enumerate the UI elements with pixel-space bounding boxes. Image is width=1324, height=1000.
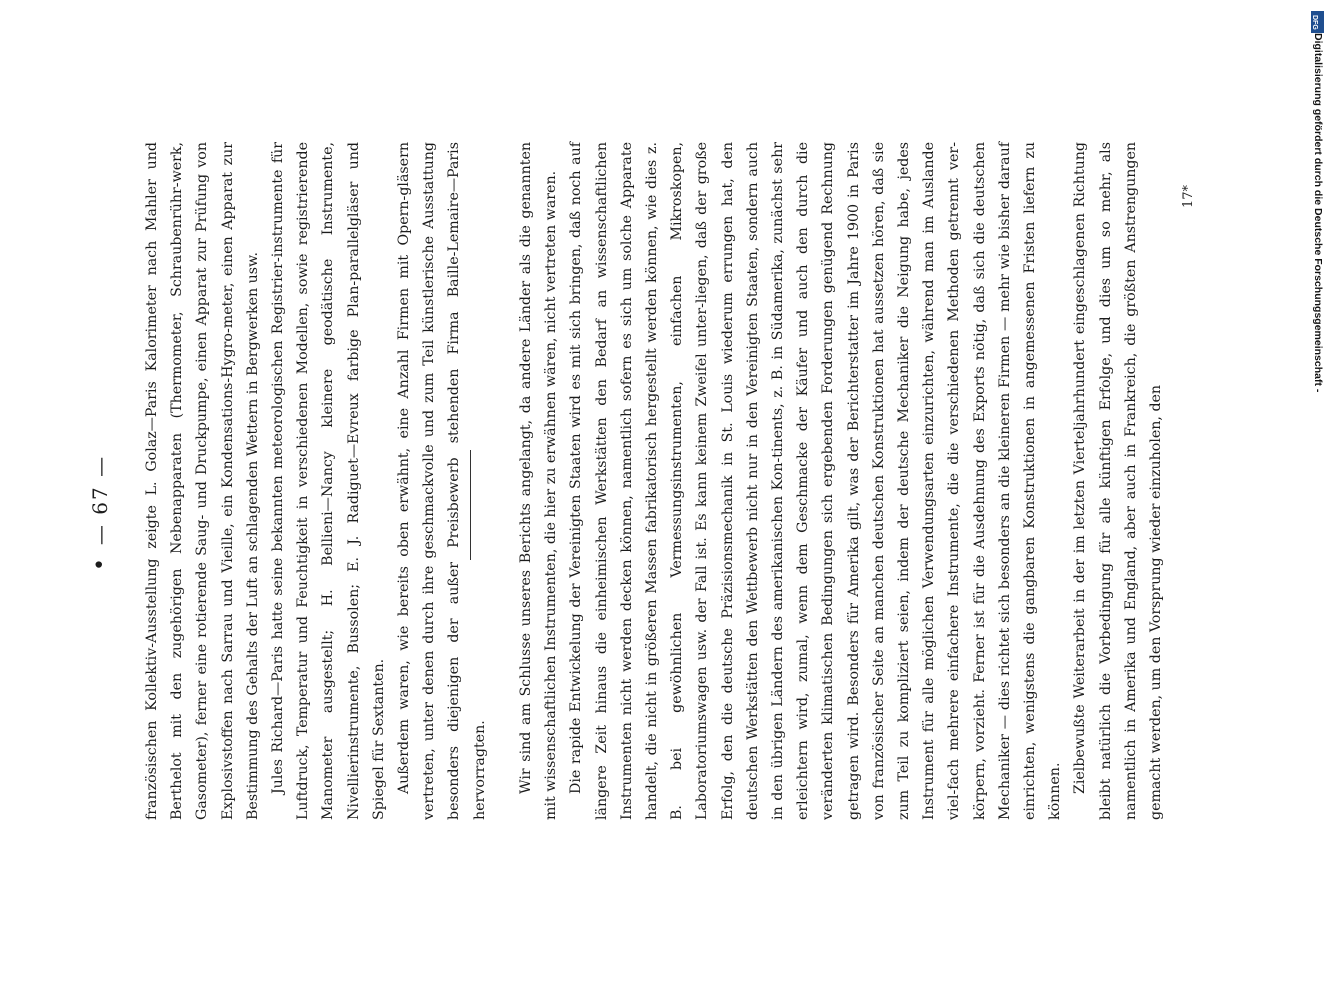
watermark-text: Digitalisierung gefördert durch die Deutsche Forschungsgemeinschaft -: [1312, 33, 1324, 393]
paragraph-golaz: französischen Kollektiv-Ausstellung zeigte L. Golaz—Paris Kalorimeter nach Mahler und Berthelot mit den zugehörigen Nebenapparaten (Thermometer, Schraubenrühr-werk, Gasometer), ferner eine rotierende Saug- und Druckpumpe, einen Apparat zur Prüfung von Explosivstoffen nach Sarrau und Vieille, ein Kondensations-Hygro-meter, einen Apparat zur Bestimmung des Gehalts der Luft an schlagenden Wettern in Bergwerken usw.: [144, 142, 261, 820]
page-number: 67: [88, 485, 112, 515]
signature-mark: 17*: [1181, 184, 1196, 208]
text-block-exhibitors: [140, 142, 493, 820]
page-header: [88, 0, 112, 1000]
header-dot: •: [88, 556, 113, 571]
header-dash-left: —: [88, 523, 112, 546]
paragraph-operngläser: Außerdem waren, wie bereits oben erwähnt, eine Anzahl Firmen mit Opern-gläsern vertreten, unter denen durch ihre geschmackvolle und zum Teil künstlerische Ausstattung besonders diejenigen der außer Preisbewerb stehenden Firma Baille-Lemaire—Paris hervorragten.: [396, 142, 488, 820]
text-block-conclusion: [514, 142, 1169, 820]
paragraph-usa-development: Die rapide Entwickelung der Vereinigten Staaten wird es mit sich bringen, daß noch auf längere Zeit hinaus die einheimischen Werkstätten den Bedarf an wissenschaftlichen Instrumenten nicht werden decken können, namentlich sofern es sich um solche Apparate handelt, die nicht in größeren Massen fabrikatorisch hergestellt werden können, wie dies z. B. bei gewöhnlichen Vermessungsinstrumenten, einfachen Mikroskopen, Laboratoriumswagen usw. der Fall ist. Es kann keinem Zweifel unter-liegen, daß der große Erfolg, den die deutsche Präzisionsmechanik in St. Louis wiederum errungen hat, den deutschen Werkstätten den Wettbewerb nicht nur in den Vereinigten Staaten, sondern auch in den übrigen Ländern des amerikanischen Kon-tinents, z. B. in Südamerika, zunächst sehr erleichtern wird, zumal, wenn dem Geschmacke der Käufer und auch den durch die veränderten klimatischen Bedingungen sich ergebenden Forderungen genügend Rechnung getragen wird. Besonders für Amerika gilt, was der Berichterstatter im Jahre 1900 in Paris von französischer Seite an manchen deutschen Konstruktionen hat aussetzen hören, daß sie zum Teil zu kompliziert seien, indem der deutsche Mechaniker die Neigung habe, jedes Instrument für alle möglichen Verwendungsarten einzurichten, während man im Auslande viel-fach mehrere einfachere Instrumente, die die verschiedenen Methoden getrennt ver-körpern, vorzieht. Ferner ist für die Ausdehnung des Exports nötig, daß sich die deutschen Mechaniker — dies richtet sich besonders an die kleineren Firmen — mehr wie bisher darauf einrichten, wenigstens die gangbaren Konstruktionen in angemessenen Fristen liefern zu können.: [568, 142, 1064, 820]
dfg-logo: DFG: [1311, 11, 1324, 33]
header-dash-right: —: [88, 454, 112, 477]
paragraph-conclusion-intro: Wir sind am Schlusse unseres Berichts angelangt, da andere Länder als die genannten mit wissenschaftlichen Instrumenten, die hier zu erwähnen wären, nicht vertreten waren.: [518, 142, 560, 820]
dfg-watermark: [1305, 5, 1324, 400]
section-separator: [470, 450, 471, 560]
paragraph-richard: Jules Richard—Paris hatte seine bekannten meteorologischen Registrier-instrumente für Luftdruck, Temperatur und Feuchtigkeit in verschiedenen Modellen, sowie registrierende Manometer ausgestellt; H. Bellieni—Nancy kleinere geodätische Instrumente, Nivellierinstrumente, Bussolen; E. J. Radiguet—Evreux farbige Plan-parallelgläser und Spiegel für Sextanten.: [270, 142, 387, 820]
paragraph-future-work: Zielbewußte Weiterarbeit in der im letzten Vierteljahrhundert eingeschlagenen Richtung bleibt natürlich die Vorbedingung für alle künftigen Erfolge, und dies um so mehr, als namentlich in Amerika und England, aber auch in Frankreich, die größten Anstrengungen gemacht werden, um den Vorsprung wieder einzuholen, den: [1072, 142, 1165, 820]
